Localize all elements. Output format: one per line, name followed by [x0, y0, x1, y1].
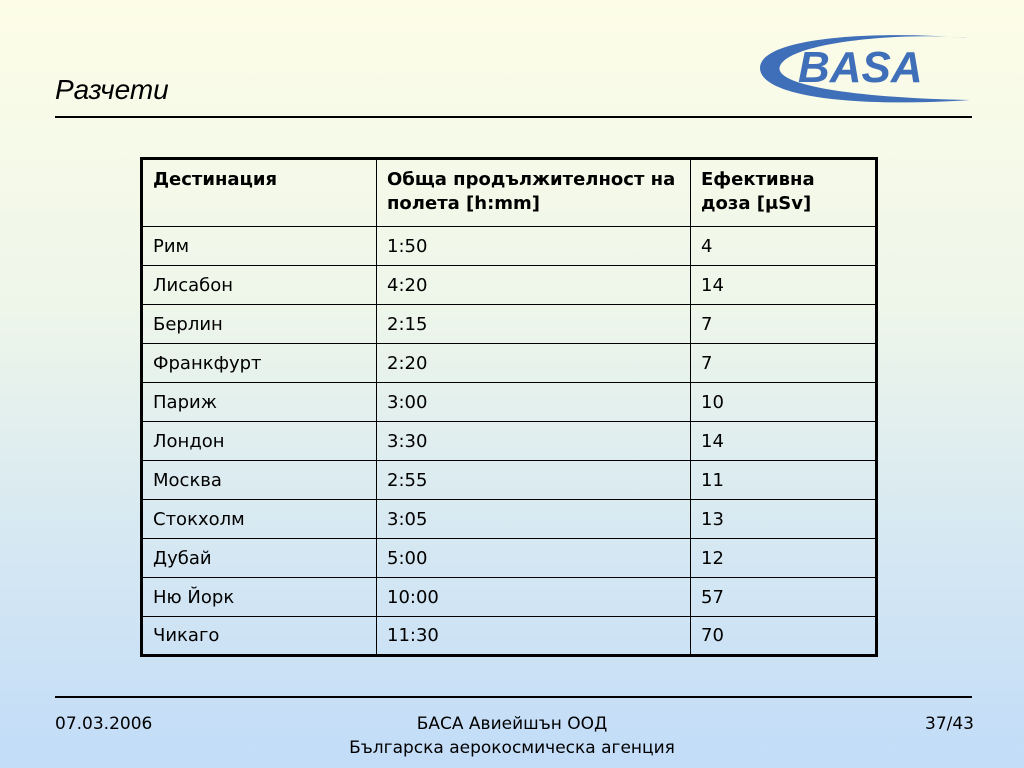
logo-text: BASA — [798, 43, 923, 92]
cell-destination: Чикаго — [142, 617, 377, 656]
cell-dose: 4 — [691, 227, 877, 266]
cell-duration: 4:20 — [377, 266, 691, 305]
cell-duration: 3:00 — [377, 383, 691, 422]
cell-dose: 11 — [691, 461, 877, 500]
cell-duration: 2:55 — [377, 461, 691, 500]
header-destination: Дестинация — [142, 159, 377, 227]
cell-dose: 12 — [691, 539, 877, 578]
cell-dose: 14 — [691, 266, 877, 305]
dose-table — [140, 157, 878, 657]
header-dose: Ефективна доза [μSv] — [691, 159, 877, 227]
footer-company — [300, 712, 724, 760]
table-row — [142, 617, 877, 656]
footer-agency-name: Българска аерокосмическа агенция — [349, 738, 675, 758]
cell-dose: 10 — [691, 383, 877, 422]
table-row — [142, 344, 877, 383]
page-number: 37/43 — [925, 714, 974, 734]
cell-duration: 2:20 — [377, 344, 691, 383]
cell-dose: 13 — [691, 500, 877, 539]
cell-destination: Лондон — [142, 422, 377, 461]
cell-destination: Франкфурт — [142, 344, 377, 383]
cell-dose: 14 — [691, 422, 877, 461]
table-header-row — [142, 159, 877, 227]
table-row — [142, 383, 877, 422]
table-row — [142, 422, 877, 461]
table-row — [142, 578, 877, 617]
cell-destination: Ню Йорк — [142, 578, 377, 617]
slide-title: Разчети — [55, 74, 169, 105]
table-row — [142, 305, 877, 344]
basa-logo — [750, 28, 974, 106]
table-row — [142, 500, 877, 539]
cell-duration: 2:15 — [377, 305, 691, 344]
cell-duration: 11:30 — [377, 617, 691, 656]
cell-destination: Стокхолм — [142, 500, 377, 539]
cell-destination: Париж — [142, 383, 377, 422]
cell-destination: Берлин — [142, 305, 377, 344]
table-row — [142, 461, 877, 500]
cell-dose: 7 — [691, 344, 877, 383]
cell-destination: Дубай — [142, 539, 377, 578]
cell-dose: 7 — [691, 305, 877, 344]
cell-dose: 57 — [691, 578, 877, 617]
cell-duration: 3:30 — [377, 422, 691, 461]
table-row — [142, 227, 877, 266]
header-divider — [55, 116, 972, 118]
table-row — [142, 539, 877, 578]
footer-divider — [55, 696, 972, 698]
cell-duration: 10:00 — [377, 578, 691, 617]
cell-duration: 1:50 — [377, 227, 691, 266]
cell-duration: 5:00 — [377, 539, 691, 578]
table-row — [142, 266, 877, 305]
footer-date: 07.03.2006 — [55, 714, 153, 734]
cell-destination: Лисабон — [142, 266, 377, 305]
cell-duration: 3:05 — [377, 500, 691, 539]
cell-dose: 70 — [691, 617, 877, 656]
cell-destination: Рим — [142, 227, 377, 266]
header-duration: Обща продължителност на полета [h:mm] — [377, 159, 691, 227]
footer-company-name: БАСА Авиейшън ООД — [416, 714, 608, 734]
cell-destination: Москва — [142, 461, 377, 500]
